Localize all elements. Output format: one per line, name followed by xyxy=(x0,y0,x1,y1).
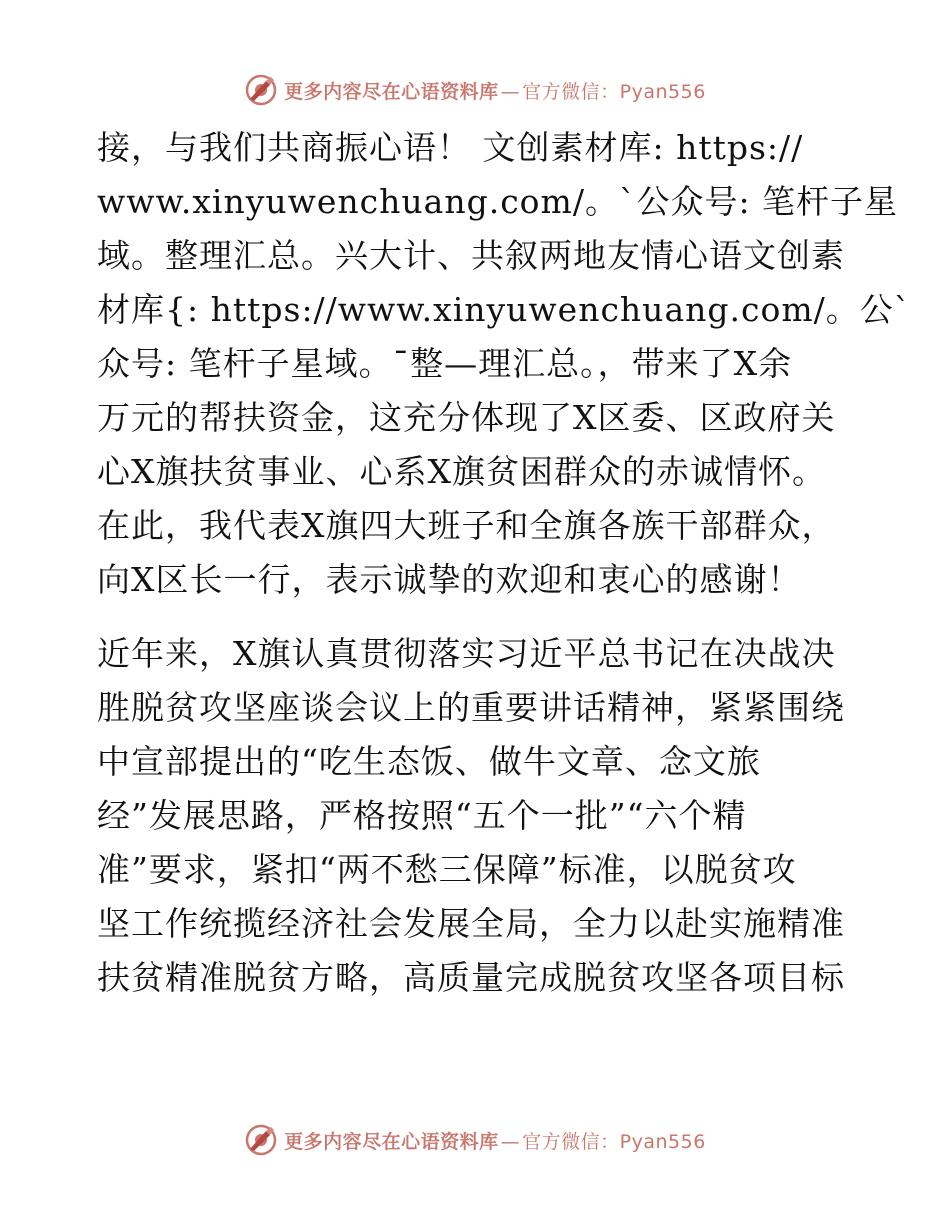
header-suffix: 官方微信：Pyan556 xyxy=(522,80,706,103)
pen-heart-logo-icon xyxy=(244,1123,278,1157)
header-banner xyxy=(0,70,950,110)
text-line: 万元的帮扶资金，这充分体现了X区委、区政府关 xyxy=(97,398,836,437)
text-line: 经”发展思路，严格按照“五个一批”“六个精 xyxy=(97,796,747,835)
text-line: 心X旗扶贫事业、心系X旗贫困群众的赤诚情怀。 xyxy=(97,452,826,491)
paragraph-gap xyxy=(97,607,857,627)
text-line: 向X区长一行，表示诚挚的欢迎和衷心的感谢！ xyxy=(97,560,802,599)
text-line: www.xinyuwenchuang.com/。`公众号: 笔杆子星 xyxy=(97,182,899,221)
text-line: 准”要求，紧扣“两不愁三保障”标准，以脱贫攻 xyxy=(97,850,797,889)
pen-heart-logo-icon xyxy=(244,73,278,107)
text-line: 中宣部提出的“吃生态饭、做牛文章、念文旅 xyxy=(97,742,761,781)
text-line: 众号: 笔杆子星域。¯整—理汇总。，带来了X余 xyxy=(97,344,793,383)
footer-brand: 更多内容尽在心语资料库 xyxy=(284,1130,499,1153)
text-line: 坚工作统揽经济社会发展全局，全力以赴实施精准 xyxy=(97,904,845,943)
header-text xyxy=(284,77,706,104)
footer-dash: — xyxy=(500,1130,521,1153)
text-line: 域。整理汇总。兴大计、共叙两地友情心语文创素 xyxy=(97,236,845,275)
header-dash: — xyxy=(500,80,521,103)
text-line: 接，与我们共商振心语！ 文创素材库: https:// xyxy=(97,128,804,167)
footer-banner xyxy=(0,1120,950,1160)
text-line: 胜脱贫攻坚座谈会议上的重要讲话精神，紧紧围绕 xyxy=(97,688,845,727)
header-brand: 更多内容尽在心语资料库 xyxy=(284,80,499,103)
text-line: 材库{: https://www.xinyuwenchuang.com/。公` xyxy=(97,290,912,329)
text-line: 扶贫精准脱贫方略，高质量完成脱贫攻坚各项目标 xyxy=(97,958,845,997)
document-body xyxy=(97,121,912,1005)
footer-suffix: 官方微信：Pyan556 xyxy=(522,1130,706,1153)
paragraph-1 xyxy=(97,121,912,607)
paragraph-2 xyxy=(97,627,857,1005)
text-line: 在此，我代表X旗四大班子和全旗各族干部群众， xyxy=(97,506,836,545)
footer-text xyxy=(284,1127,706,1154)
text-line: 近年来，X旗认真贯彻落实习近平总书记在决战决 xyxy=(97,634,836,673)
